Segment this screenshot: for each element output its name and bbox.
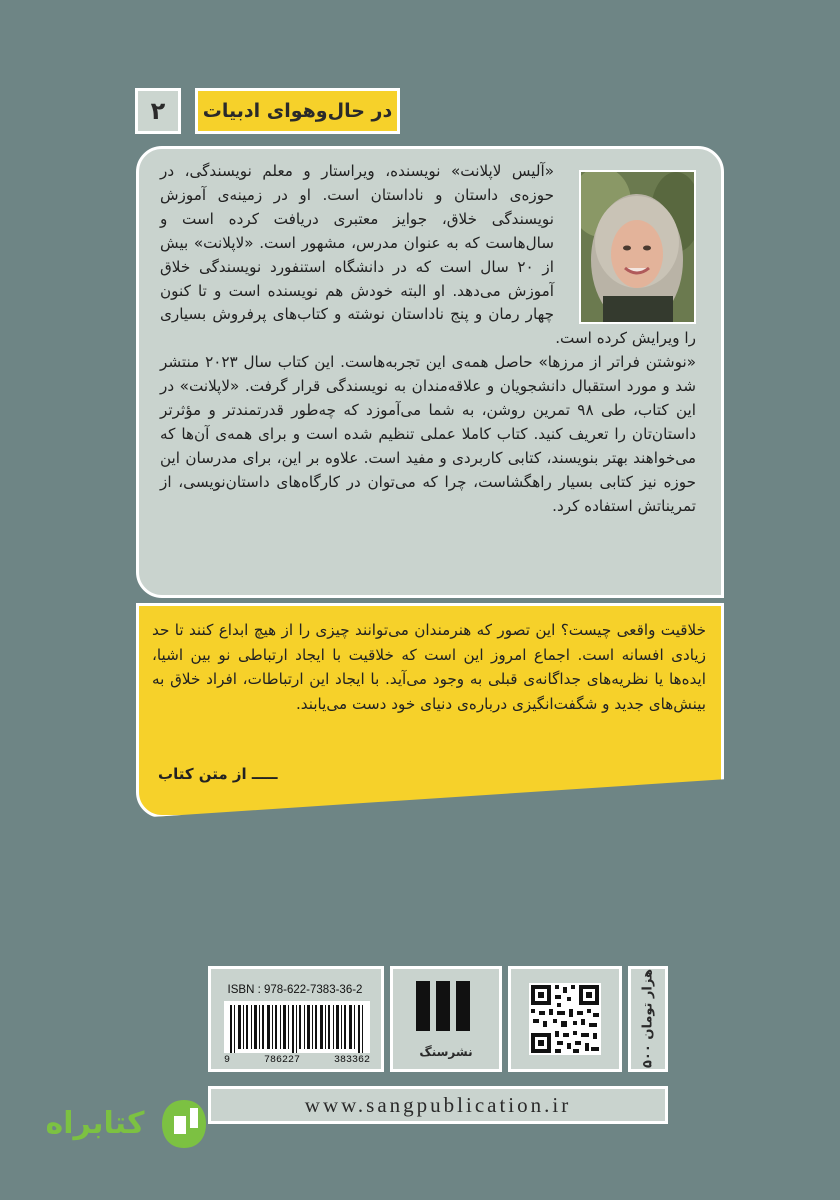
book-quote-text: خلاقیت واقعی چیست؟ این تصور که هنرمندان می‌توانند چیزی را از هیچ ابداع کنند تا حد زیادی افسانه است. اجماع امروز این است که خلاقیت با ایجاد ارتباطی نو بین اشیا، ایده‌ها یا نظریه‌های جداگانه‌ی قبلی به وجود می‌آید. با ایجاد این ارتباطات، افراد خلاق به بینش‌های جدید و شگفت‌انگیزی درباره‌ی دنیای خود دست می‌یابند. [152,621,706,713]
series-number: ۲ [150,97,166,125]
website-url-text: www.sangpublication.ir [304,1092,572,1117]
website-url[interactable] [208,1086,668,1124]
photo-float-spacer [566,160,696,320]
barcode [224,1001,370,1053]
publisher-logo-icon [416,981,476,1031]
price-box [628,966,668,1072]
bio-paragraph-1: «آلیس لاپلانت» نویسنده، ویراستار و معلم نویسندگی، در حوزه‌ی داستان و ناداستان است. او در زمینه‌ی آموزش نویسندگی خلاق، جوایز معتبری دریافت کرده است و سال‌هاست که به عنوان مدرس، مشهور است. «لاپلانت» بیش از ۲۰ سال است که در دانشگاه استنفورد نویسندگی خلاق آموزش می‌دهد. او البته خودش هم نویسنده است و تا کنون چهار رمان و پنج ناداستان نوشته و کتاب‌های پرفروش بسیاری را ویرایش کرده است. [160,162,696,348]
barcode-digits [224,1055,370,1066]
publisher-name: نشرسنگ [419,1045,473,1059]
series-number-box [135,88,181,134]
barcode-icon [224,1001,370,1053]
series-title: در حال‌وهوای ادبیات [202,100,393,122]
barcode-digit-group-2: 786227 [263,1055,300,1066]
ketabrah-logo-icon [160,1098,208,1150]
qr-code-icon [529,983,601,1055]
barcode-digit-group-3: 383362 [333,1055,370,1066]
bio-paragraph-2: «نوشتن فراتر از مرزها» حاصل همه‌ی این تجربه‌هاست. این کتاب سال ۲۰۲۳ منتشر شد و مورد استقبال دانشجویان و علاقه‌مندان به نویسندگی قرار گرفت. «لاپلانت» در این کتاب، طی ۹۸ تمرین روشن، به شما می‌آموزد که چه‌طور قدرتمندتر و مؤثرتر داستان‌تان را تعریف کنید. کتاب کاملا عملی تنظیم شده است و برای همه‌ی آن‌ها که می‌خواهند بهتر بنویسند، کتابی کاربردی و مفید است. علاوه بر این، برای مدرسان این حوزه نیز کتابی بسیار راهگشاست، چرا که می‌توان در کارگاه‌های داستان‌نویسی، از تمریناتش استفاده کرد. [160,353,696,515]
author-bio-text [160,160,696,519]
price-label: ۵۰۰ هزار تومان [640,969,656,1069]
barcode-digit-group-1: 9 [224,1055,231,1066]
qr-code-box [508,966,622,1072]
quote-source: ـــــ از متن کتاب [158,765,278,783]
ketabrah-logo-text: کتابراه [45,1106,145,1141]
series-title-box [195,88,400,134]
isbn-label: ISBN : 978-622-7383-36-2 [227,984,363,996]
